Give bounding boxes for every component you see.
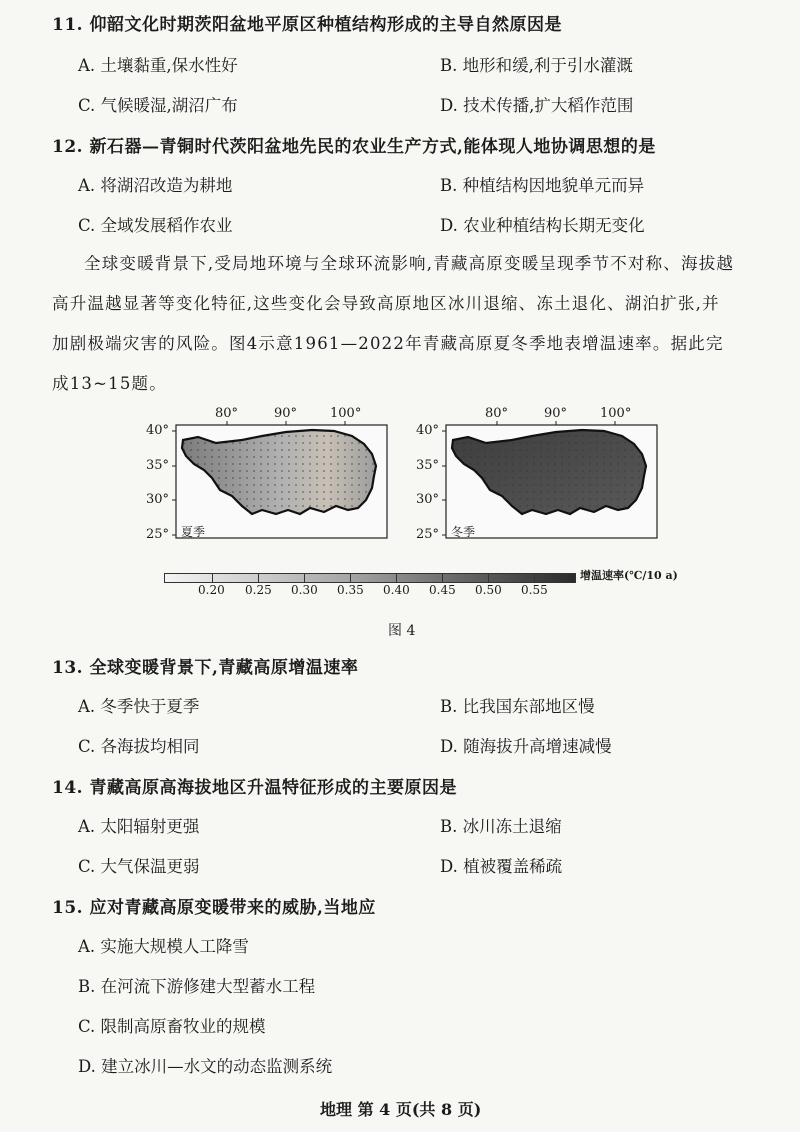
legend-label-020: 0.20 xyxy=(198,583,225,597)
legend-tick xyxy=(304,573,305,583)
passage-line-2: 高升温越显著等变化特征,这些变化会导致高原地区冰川退缩、冻土退化、湖泊扩张,并 xyxy=(52,294,720,313)
question-13-option-a: A. 冬季快于夏季 xyxy=(78,697,200,716)
legend-label-050: 0.50 xyxy=(475,583,502,597)
summer-lat-25: 25° xyxy=(146,527,170,542)
passage-line-4: 成13~15题。 xyxy=(52,374,167,393)
summer-lat-30: 30° xyxy=(146,492,170,507)
legend-tick xyxy=(442,573,443,583)
question-15-option-c: C. 限制高原畜牧业的规模 xyxy=(78,1017,266,1036)
summer-label: 夏季 xyxy=(181,525,206,539)
question-11-stem: 11. 仰韶文化时期茨阳盆地平原区种植结构形成的主导自然原因是 xyxy=(52,15,562,35)
question-14-option-c: C. 大气保温更弱 xyxy=(78,857,200,876)
question-11-option-d: D. 技术传播,扩大稻作范围 xyxy=(440,96,634,115)
question-11-option-b: B. 地形和缓,利于引水灌溉 xyxy=(440,56,633,75)
passage-line-3: 加剧极端灾害的风险。图4示意1961—2022年青藏高原夏冬季地表增温速率。据此完 xyxy=(52,334,724,353)
legend-label-055: 0.55 xyxy=(521,583,548,597)
question-13-stem: 13. 全球变暖背景下,青藏高原增温速率 xyxy=(52,658,359,678)
legend-color-bar xyxy=(164,573,576,583)
summer-lon-90: 90° xyxy=(274,406,298,421)
question-11-option-c: C. 气候暖湿,湖沼广布 xyxy=(78,96,238,115)
legend-tick xyxy=(350,573,351,583)
question-12-option-a: A. 将湖沼改造为耕地 xyxy=(78,176,233,195)
legend-label-045: 0.45 xyxy=(429,583,456,597)
passage-line-1: 全球变暖背景下,受局地环境与全球环流影响,青藏高原变暖呈现季节不对称、海拔越 xyxy=(84,254,735,273)
summer-lon-80: 80° xyxy=(215,406,239,421)
legend-label-035: 0.35 xyxy=(337,583,364,597)
summer-lat-40: 40° xyxy=(146,423,170,438)
question-15-option-d: D. 建立冰川—水文的动态监测系统 xyxy=(78,1057,333,1076)
winter-lat-40: 40° xyxy=(416,423,440,438)
question-13-option-b: B. 比我国东部地区慢 xyxy=(440,697,595,716)
winter-label: 冬季 xyxy=(451,525,476,539)
question-14-option-a: A. 太阳辐射更强 xyxy=(78,817,200,836)
page-footer: 地理 第 4 页(共 8 页) xyxy=(320,1100,482,1119)
question-11-option-a: A. 土壤黏重,保水性好 xyxy=(78,56,238,75)
question-12-option-c: C. 全域发展稻作农业 xyxy=(78,216,233,235)
question-12-option-b: B. 种植结构因地貌单元而异 xyxy=(440,176,645,195)
question-14-option-b: B. 冰川冻土退缩 xyxy=(440,817,562,836)
legend-tick xyxy=(534,573,535,583)
legend-tick xyxy=(212,573,213,583)
question-13-option-c: C. 各海拔均相同 xyxy=(78,737,200,756)
question-15-option-a: A. 实施大规模人工降雪 xyxy=(78,937,249,956)
legend-title: 增温速率(℃/10 a) xyxy=(580,569,678,582)
legend-tick xyxy=(488,573,489,583)
winter-lon-100: 100° xyxy=(600,406,632,421)
question-15-stem: 15. 应对青藏高原变暖带来的威胁,当地应 xyxy=(52,898,376,918)
winter-lat-35: 35° xyxy=(416,458,440,473)
question-14-stem: 14. 青藏高原高海拔地区升温特征形成的主要原因是 xyxy=(52,778,457,798)
summer-lat-35: 35° xyxy=(146,458,170,473)
winter-lat-25: 25° xyxy=(416,527,440,542)
figure-caption: 图 4 xyxy=(388,623,416,639)
winter-lat-30: 30° xyxy=(416,492,440,507)
legend-label-025: 0.25 xyxy=(245,583,272,597)
legend-label-030: 0.30 xyxy=(291,583,318,597)
winter-lon-80: 80° xyxy=(485,406,509,421)
question-14-option-d: D. 植被覆盖稀疏 xyxy=(440,857,563,876)
question-15-option-b: B. 在河流下游修建大型蓄水工程 xyxy=(78,977,316,996)
winter-lon-90: 90° xyxy=(544,406,568,421)
question-13-option-d: D. 随海拔升高增速减慢 xyxy=(440,737,612,756)
question-12-option-d: D. 农业种植结构长期无变化 xyxy=(440,216,645,235)
legend-tick xyxy=(258,573,259,583)
question-12-stem: 12. 新石器—青铜时代茨阳盆地先民的农业生产方式,能体现人地协调思想的是 xyxy=(52,137,656,157)
legend-tick xyxy=(396,573,397,583)
summer-lon-100: 100° xyxy=(330,406,362,421)
legend-label-040: 0.40 xyxy=(383,583,410,597)
